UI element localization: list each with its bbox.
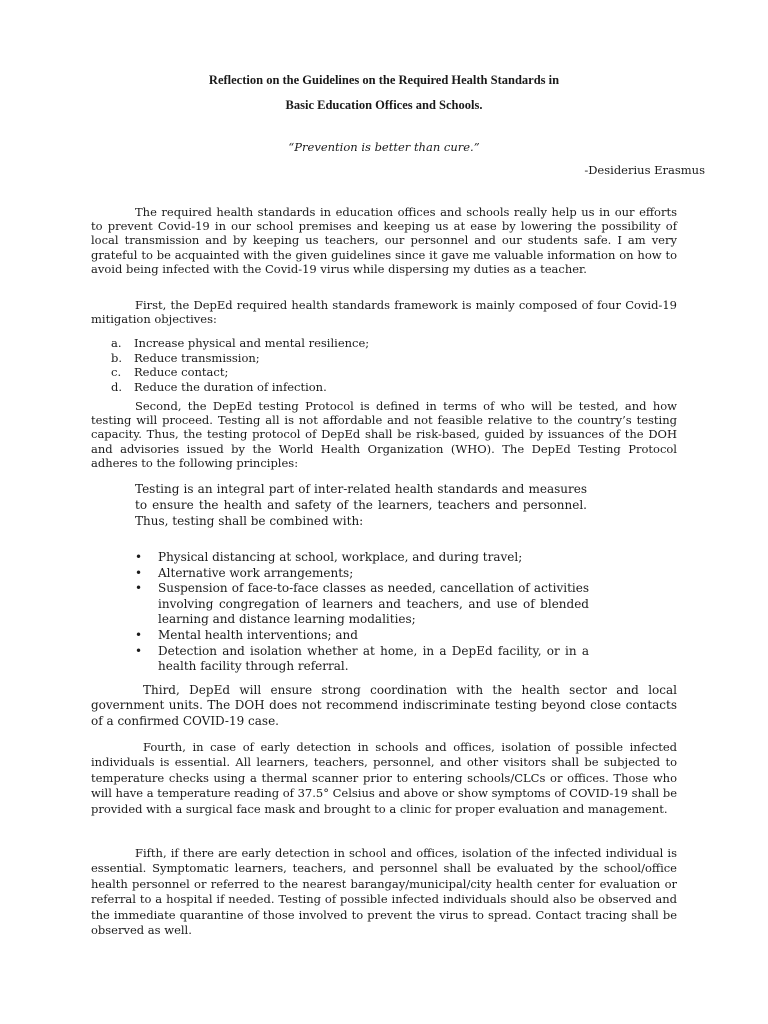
- title-line-2: Basic Education Offices and Schools.: [285, 98, 483, 112]
- list-item: c. Reduce contact;: [111, 365, 229, 380]
- paragraph-fifth: Fifth, if there are early detection in school and offices, isolation of the infected individual is essential. Symptomatic learners, teachers, and personnel shall be evaluated by the school/office health personnel or referred to the nearest barangay/municipal/city health center for evaluation or referral to a hospital if needed. Testing of possible infected individuals should also be observed and the immediate quarantine of those involved to prevent the virus to spread. Contact tracing shall be observed as well.: [91, 846, 677, 938]
- list-item: • Alternative work arrangements;: [135, 565, 354, 580]
- bullet-icon: •: [135, 627, 143, 642]
- epigraph-author: -Desiderius Erasmus: [584, 163, 705, 177]
- block-quote: Testing is an integral part of inter-related health standards and measures to ensure the health and safety of the learners, teachers and personnel. Thus, testing shall be combined with:: [135, 482, 587, 528]
- title-line-1: Reflection on the Guidelines on the Required Health Standards in: [208, 73, 560, 87]
- bullet-icon: •: [135, 643, 143, 658]
- principles-list: [135, 550, 589, 675]
- paragraph-fourth: Fourth, in case of early detection in schools and offices, isolation of possible infected individuals is essential. All learners, teachers, personnel, and other visitors shall be subjected to temperature checks using a thermal scanner prior to entering schools/CLCs or offices. Those who will have a temperature reading of 37.5° Celsius and above or show symptoms of COVID-19 shall be provided with a surgical face mask and brought to a clinic for proper evaluation and management.: [91, 740, 677, 816]
- list-item: d. Reduce the duration of infection.: [111, 379, 327, 394]
- bullet-icon: •: [135, 581, 143, 596]
- bullet-icon: •: [135, 550, 143, 564]
- list-item: • Detection and isolation whether at home, in a DepEd facility, or in a health facility through referral.: [135, 643, 589, 674]
- list-item: • Suspension of face-to-face classes as needed, cancellation of activities involving congregation of learners and teachers, and use of blended learning and distance learning modalities;: [135, 581, 589, 627]
- list-item: • Physical distancing at school, workplace, and during travel;: [135, 550, 523, 564]
- list-item: b. Reduce transmission;: [111, 350, 260, 365]
- paragraph-intro: The required health standards in education offices and schools really help us in our efforts to prevent Covid-19 in our school premises and keeping us at ease by lowering the possibility of local transmission and by keeping us teachers, our personnel and our students safe. I am very grateful to be acquainted with the given guidelines since it gave me valuable information on how to avoid being infected with the Covid-19 virus while dispersing my duties as a teacher.: [91, 205, 677, 276]
- list-item: • Mental health interventions; and: [135, 627, 358, 642]
- epigraph-quote: “Prevention is better than cure.”: [288, 140, 480, 154]
- paragraph-second: Second, the DepEd testing Protocol is defined in terms of who will be tested, and how testing will proceed. Testing all is not affordable and not feasible relative to the country’s testing capacity. Thus, the testing protocol of DepEd shall be risk-based, guided by issuances of the DOH and advisories issued by the World Health Organization (WHO). The DepEd Testing Protocol adheres to the following principles:: [91, 399, 677, 470]
- paragraph-first: First, the DepEd required health standards framework is mainly composed of four Covid-19 mitigation objectives:: [91, 298, 677, 327]
- list-item: a. Increase physical and mental resilience;: [111, 336, 370, 350]
- paragraph-third: Third, DepEd will ensure strong coordination with the health sector and local government units. The DOH does not recommend indiscriminate testing beyond close contacts of a confirmed COVID-19 case.: [91, 683, 677, 728]
- bullet-icon: •: [135, 565, 143, 580]
- objectives-list: [91, 336, 369, 394]
